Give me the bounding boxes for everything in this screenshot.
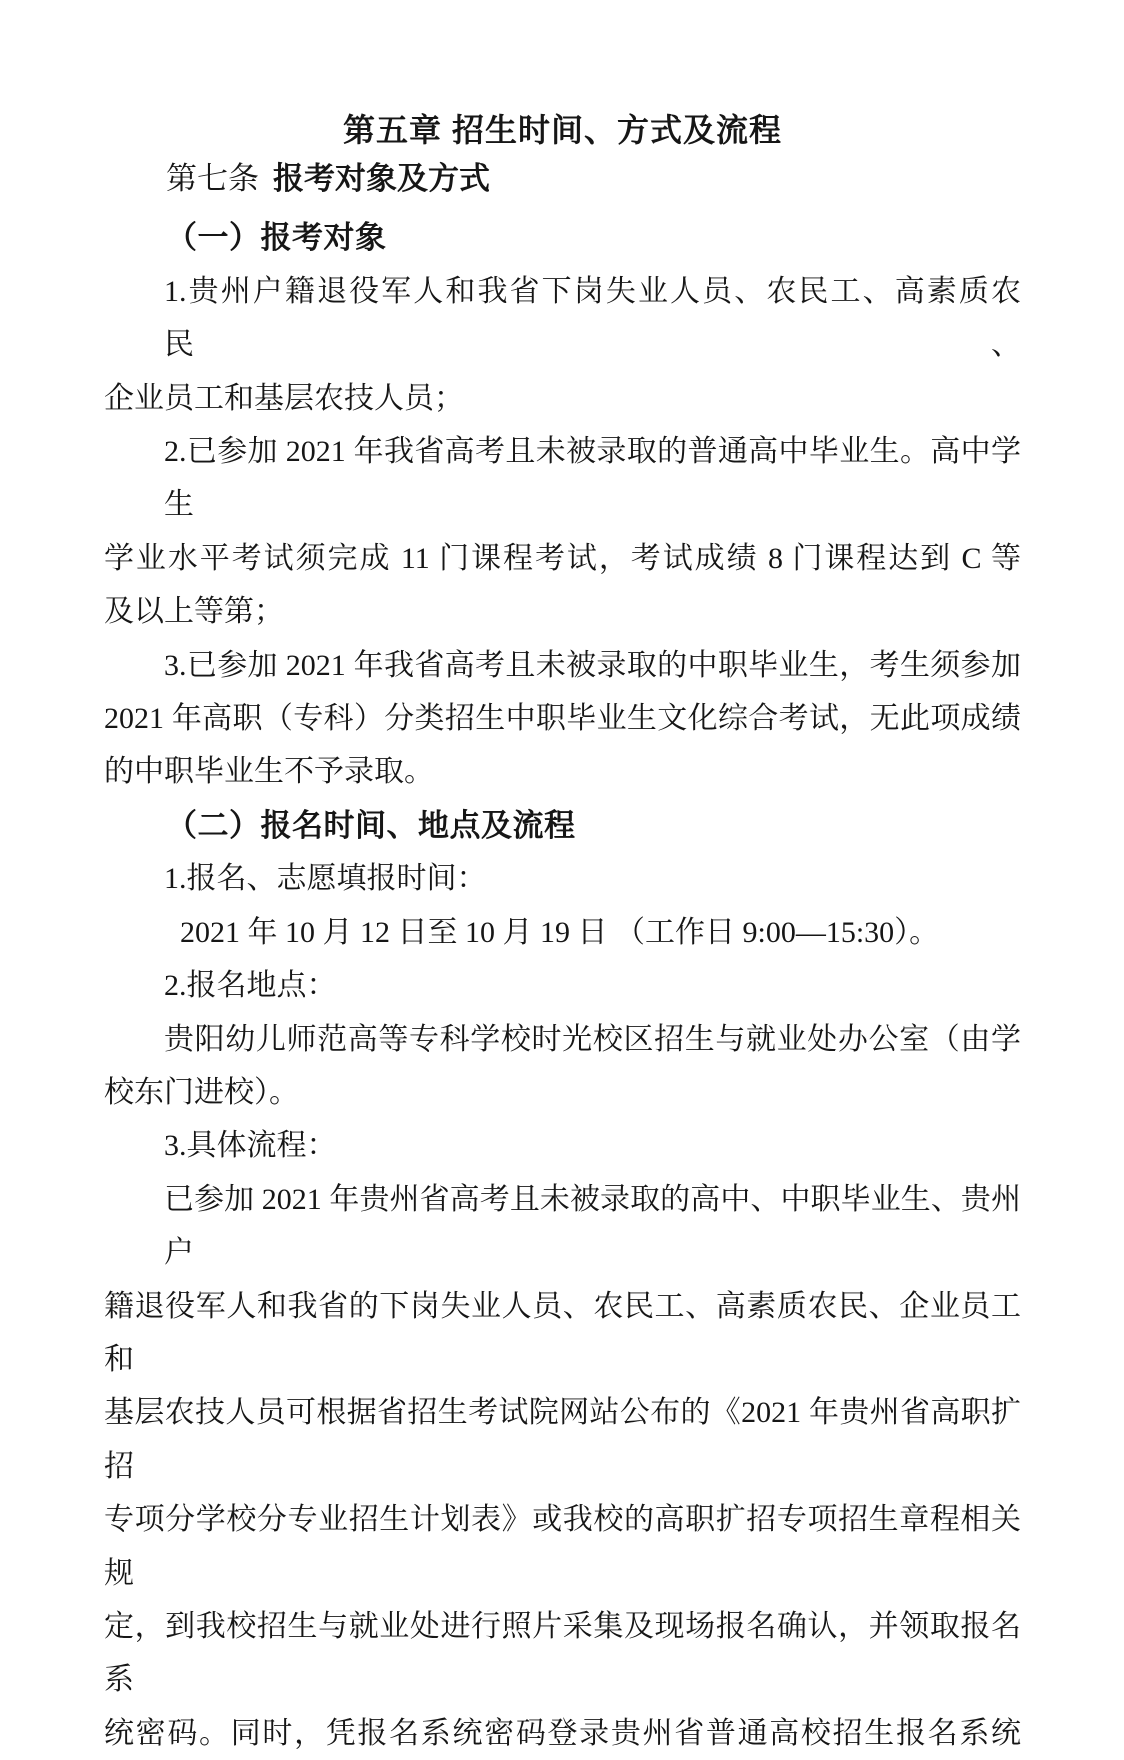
text-line: 定，到我校招生与就业处进行照片采集及现场报名确认，并领取报名系 (104, 1609, 1021, 1697)
section-heading-1: （一）报考对象 (166, 220, 387, 256)
section-heading-2: （二）报名时间、地点及流程 (166, 807, 576, 843)
chapter-heading: 第五章 招生时间、方式及流程 (343, 112, 782, 148)
text-line: 学业水平考试须完成 11 门课程考试，考试成绩 8 门课程达到 C 等 (104, 541, 1021, 575)
article-title: 报考对象及方式 (273, 161, 490, 196)
text-line: 2021 年 10 月 12 日至 10 月 19 日 （工作日 9:00—15:30）。 (180, 915, 940, 949)
text-line: 基层农技人员可根据省招生考试院网站公布的《2021 年贵州省高职扩招 (104, 1396, 1021, 1483)
text-line: 2.已参加 2021 年我省高考且未被录取的普通高中毕业生。高中学生 (164, 435, 1021, 522)
text-line: 校东门进校）。 (104, 1075, 299, 1109)
text-line: 2021 年高职（专科）分类招生中职毕业生文化综合考试，无此项成绩 (104, 702, 1021, 736)
text-line: 3.具体流程： (164, 1129, 337, 1163)
text-line: 贵阳幼儿师范高等专科学校时光校区招生与就业处办公室（由学 (164, 1022, 1021, 1056)
text-line: 企业员工和基层农技人员； (104, 381, 464, 415)
text-line: 专项分学校分专业招生计划表》或我校的高职扩招专项招生章程相关规 (104, 1503, 1021, 1590)
article-heading (104, 152, 1021, 211)
text-line: 1.报名、志愿填报时间： (164, 862, 487, 896)
text-line: 的中职毕业生不予录取。 (104, 755, 434, 789)
text-line: 统密码。同时，凭报名系统密码登录贵州省普通高校招生报名系统 (104, 1716, 1021, 1750)
text-line: 及以上等第； (104, 595, 284, 629)
article-number: 第七条 (166, 161, 259, 196)
text-line: 已参加 2021 年贵州省高考且未被录取的高中、中职毕业生、贵州户 (164, 1182, 1021, 1270)
text-line: 籍退役军人和我省的下岗失业人员、农民工、高素质农民、企业员工和 (104, 1289, 1021, 1376)
text-line: 3.已参加 2021 年我省高考且未被录取的中职毕业生，考生须参加 (164, 648, 1021, 682)
text-line: 1.贵州户籍退役军人和我省下岗失业人员、农民工、高素质农民、 (164, 274, 1021, 362)
text-line: 2.报名地点： (164, 969, 337, 1003)
